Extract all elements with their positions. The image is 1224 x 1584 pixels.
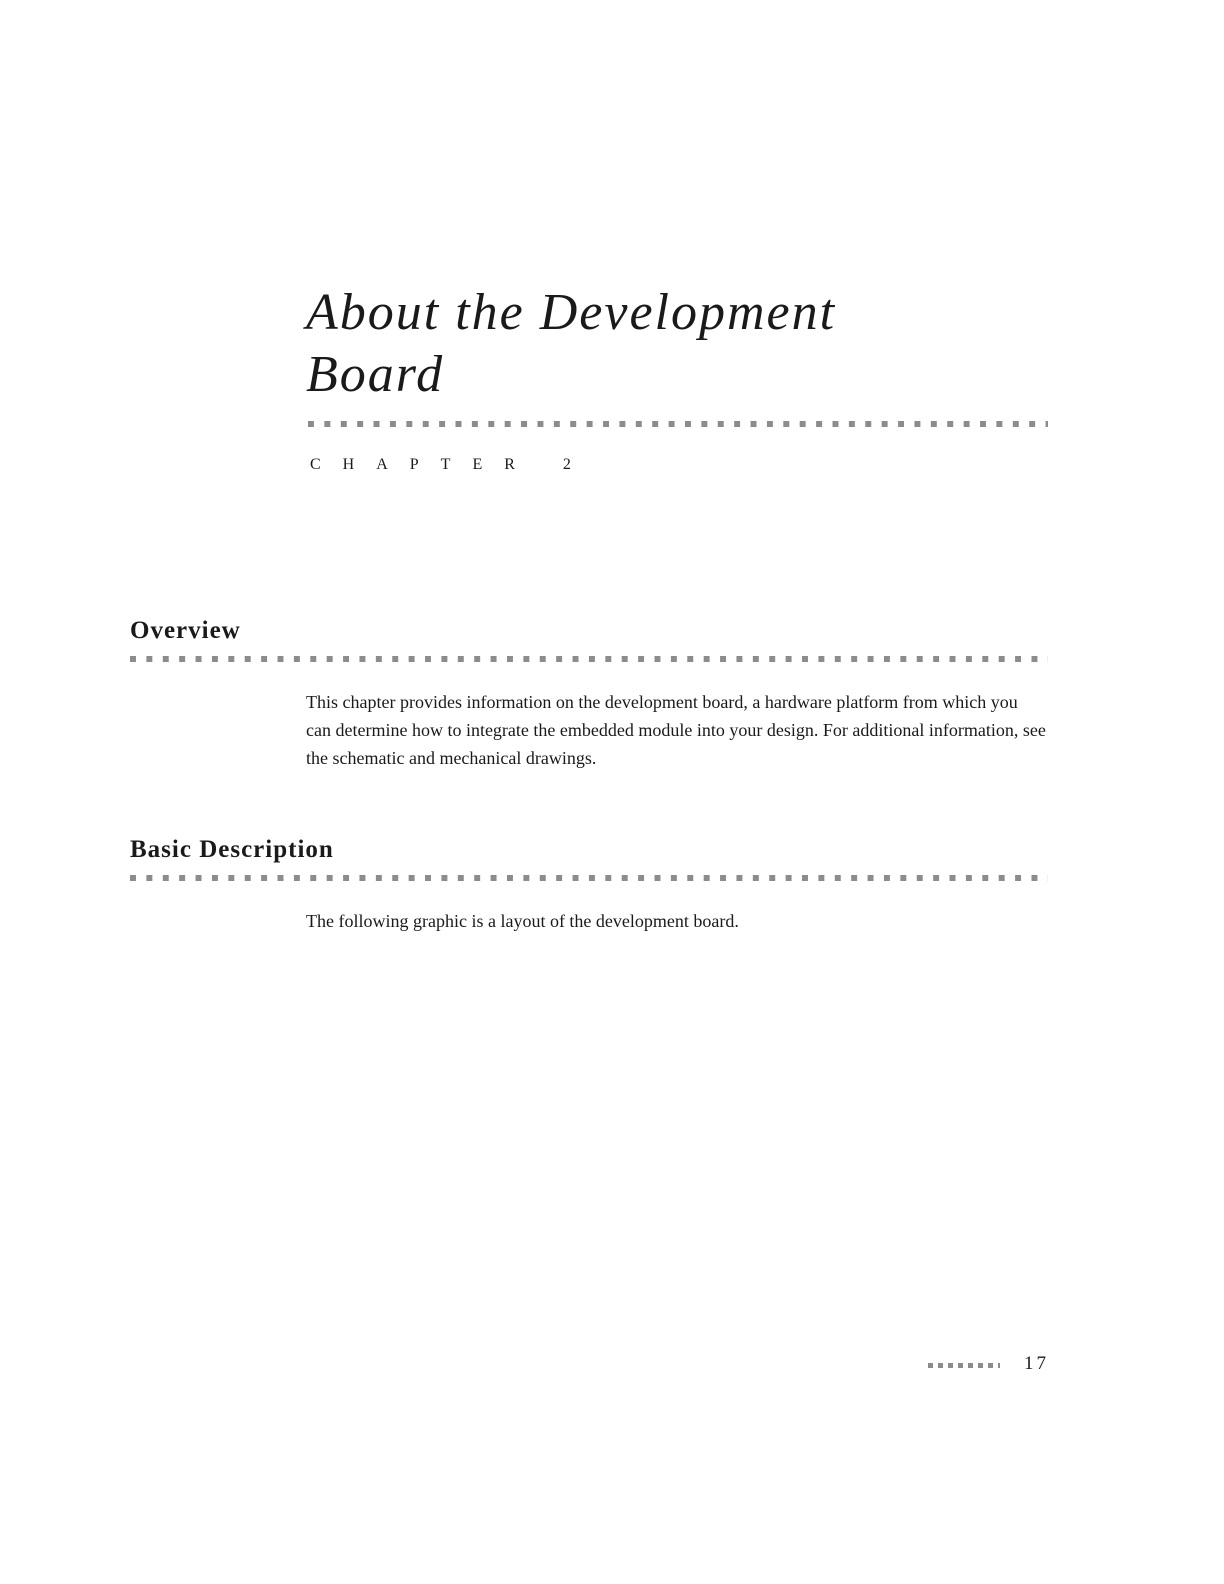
page-number: 17 (1024, 1353, 1049, 1374)
footer-divider (928, 1361, 1000, 1369)
overview-heading: Overview (130, 617, 241, 644)
page-footer (928, 1353, 1048, 1377)
chapter-title-line-1: About the Development (306, 284, 837, 341)
title-divider (308, 419, 1048, 429)
chapter-title (306, 282, 1066, 406)
overview-paragraph: This chapter provides information on the development board, a hardware platform from which you can determine how to integrate the embedded module into your design. For additional information, see the schematic and mechanical drawings. (306, 692, 1046, 768)
basic-description-divider (130, 873, 1048, 883)
overview-divider (130, 654, 1048, 664)
chapter-title-line-2: Board (306, 346, 445, 403)
basic-description-heading: Basic Description (130, 836, 334, 863)
chapter-label: CHAPTER 2 (310, 456, 593, 473)
basic-description-paragraph: The following graphic is a layout of the development board. (306, 911, 739, 931)
